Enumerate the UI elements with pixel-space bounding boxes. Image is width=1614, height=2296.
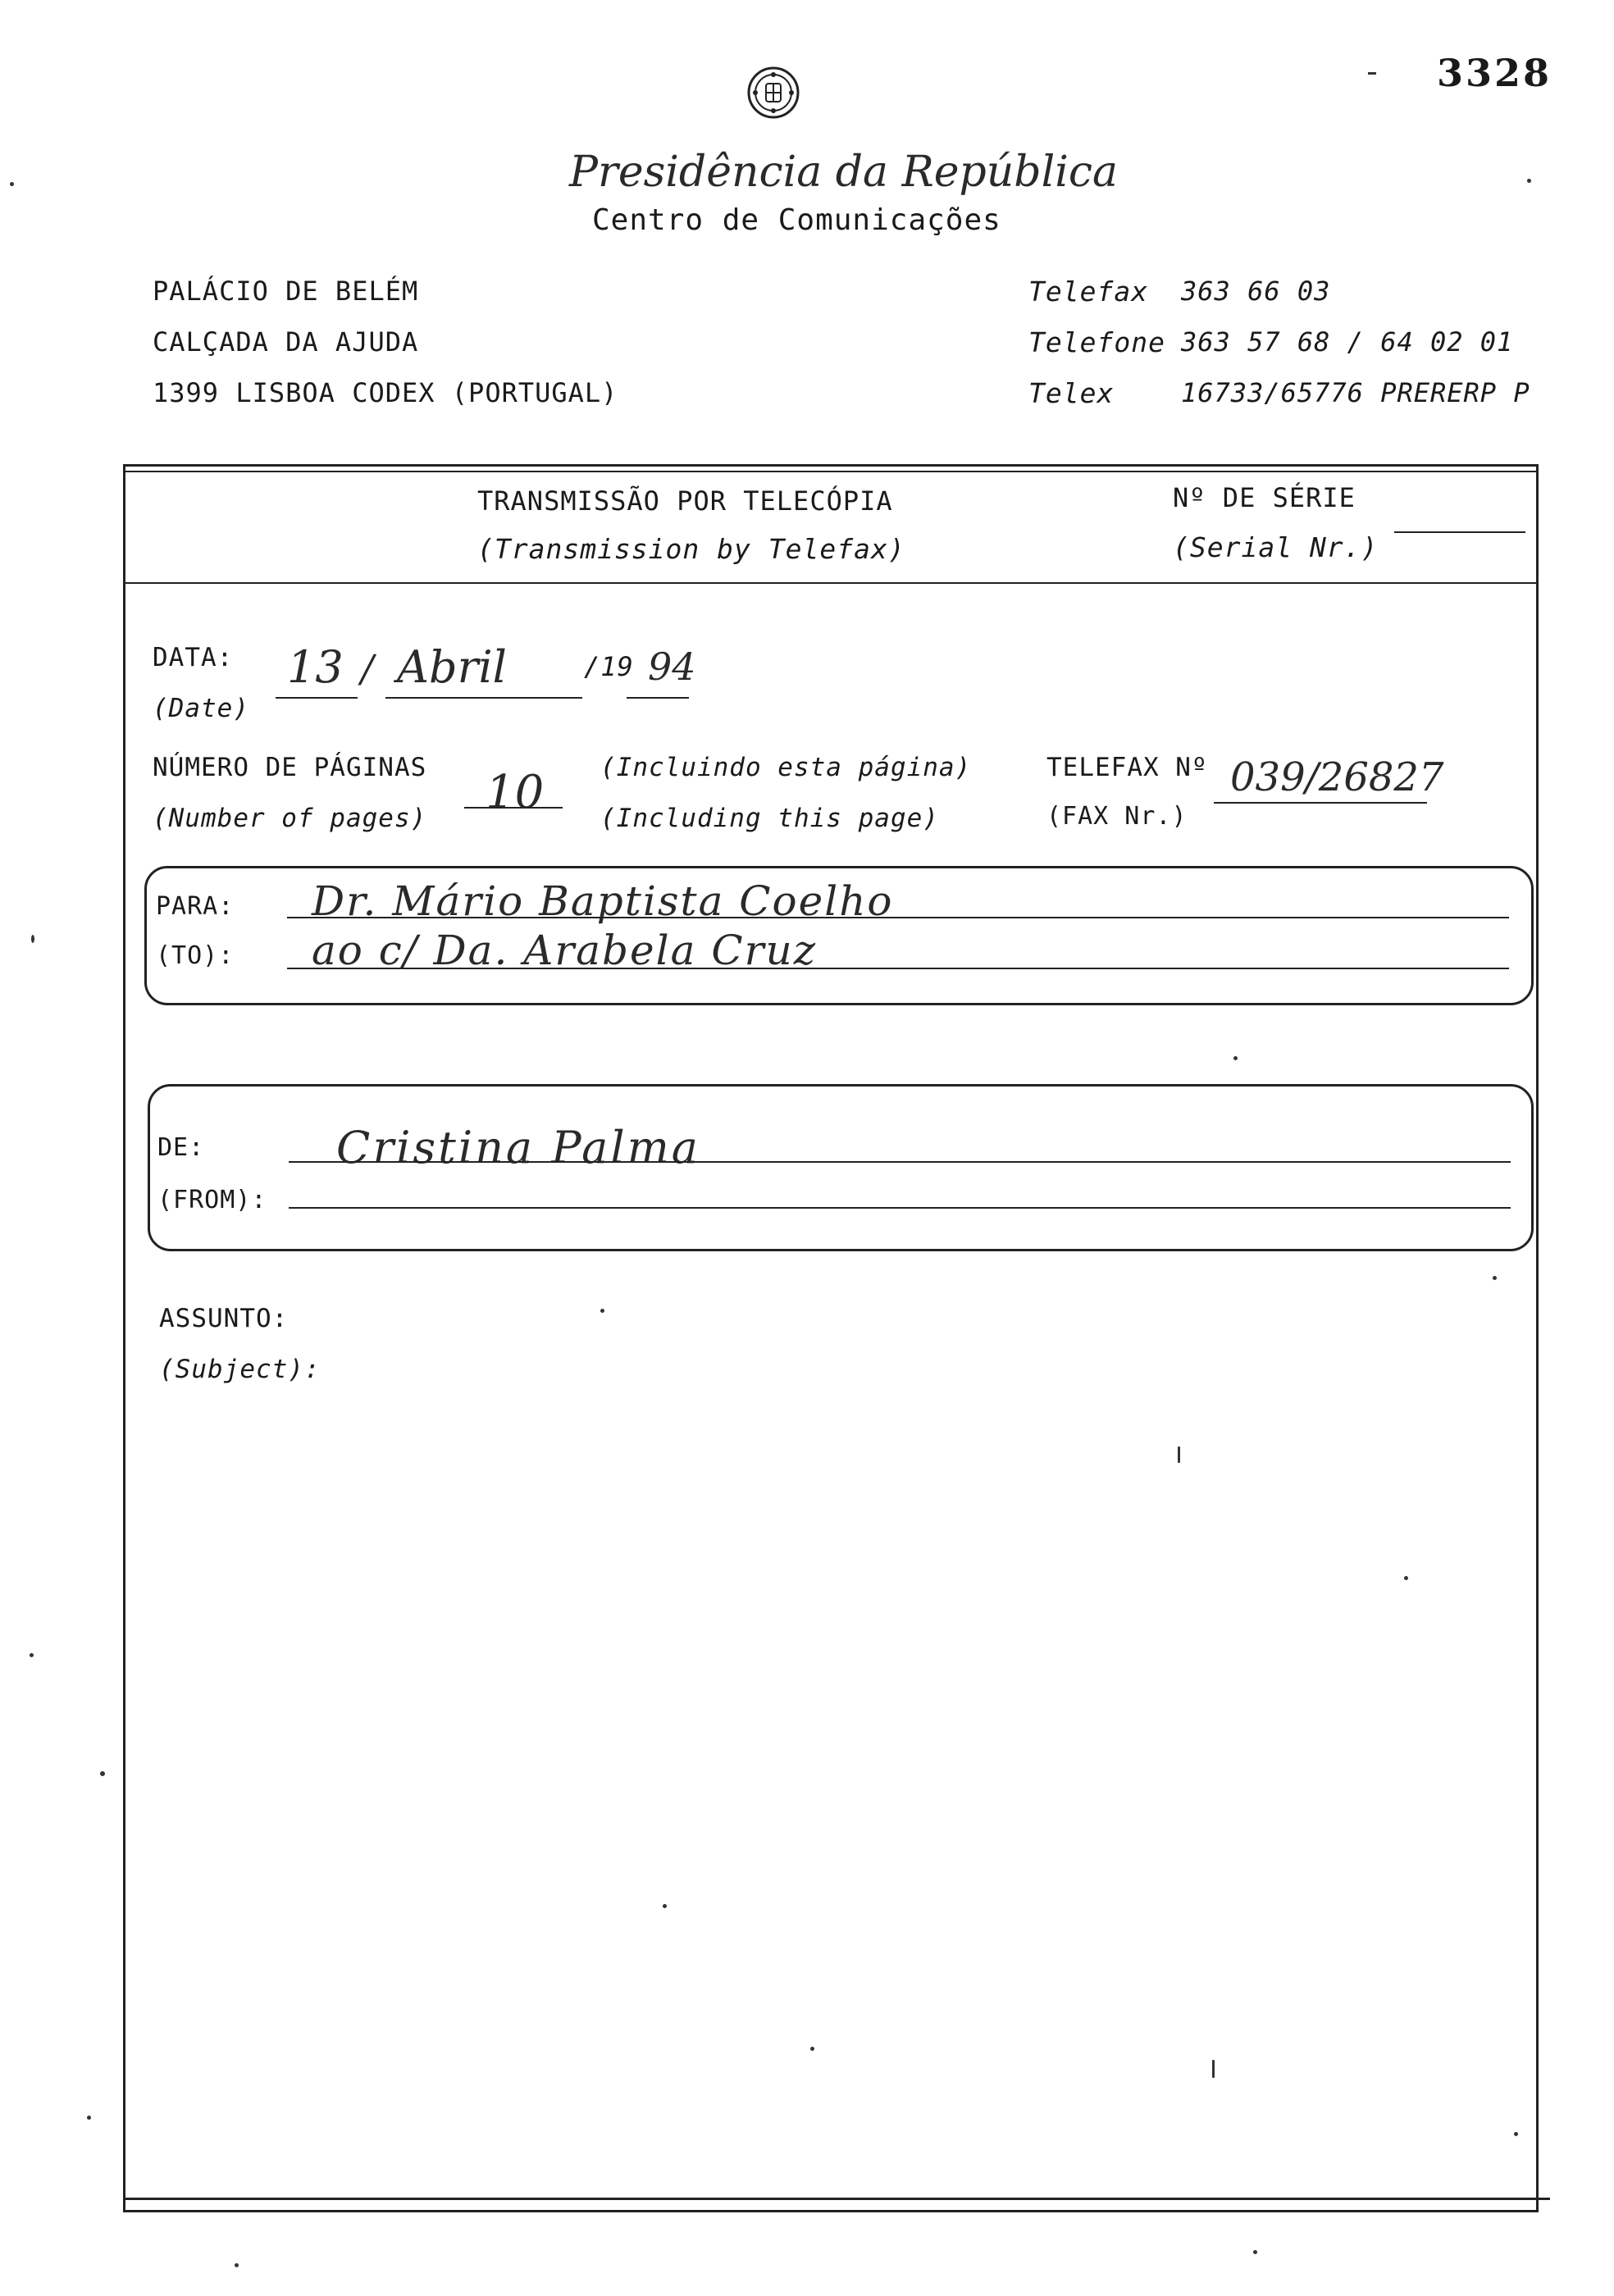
to-line-2-value: ao c/ Da. Arabela Cruz: [312, 927, 818, 974]
telex-value: 16733/65776 PRERERP P: [1181, 377, 1530, 408]
date-month-line: [385, 697, 582, 699]
from-line-2: [289, 1207, 1511, 1209]
including-label-en: (Including this page): [600, 804, 939, 833]
date-year-value: 94: [648, 645, 696, 689]
to-line-1: [287, 917, 1509, 918]
department-name: Centro de Comunicações: [592, 203, 1001, 237]
from-label-en: (FROM):: [157, 1186, 267, 1214]
scan-speck: [810, 2047, 814, 2051]
fax-label-en: (FAX Nr.): [1046, 802, 1188, 831]
telex-label: Telex: [1028, 377, 1115, 409]
date-label: DATA:: [153, 643, 234, 672]
to-line-2: [287, 968, 1509, 969]
serial-line: [1394, 531, 1525, 533]
form-frame-bottom: [123, 2198, 1550, 2200]
scan-speck: [1212, 2060, 1215, 2078]
telefone-label: Telefone: [1028, 326, 1165, 358]
form-header-divider: [123, 582, 1539, 584]
scan-speck: [10, 182, 14, 186]
pages-value: 10: [486, 766, 545, 819]
scan-speck: [1527, 179, 1531, 183]
subject-label: ASSUNTO:: [159, 1304, 289, 1333]
scan-speck: [235, 2263, 239, 2267]
fax-line: [1214, 802, 1427, 804]
form-frame: [123, 464, 1539, 2212]
telefone-value: 363 57 68 / 64 02 01: [1181, 326, 1514, 358]
institution-name: Presidência da República: [569, 148, 1118, 197]
from-label: DE:: [157, 1133, 205, 1162]
telefax-value: 363 66 03: [1181, 276, 1331, 307]
date-slash-1: /: [361, 646, 374, 690]
pages-label: NÚMERO DE PÁGINAS: [153, 753, 427, 782]
form-frame-inner-top: [123, 471, 1539, 472]
serial-label-en: (Serial Nr.): [1173, 531, 1379, 563]
address-line-2: CALÇADA DA AJUDA: [153, 326, 419, 358]
scan-speck: [1514, 2132, 1518, 2136]
scan-speck: [31, 935, 34, 943]
scan-speck: [1178, 1446, 1180, 1463]
fax-value: 039/26827: [1230, 754, 1444, 800]
scan-speck: [30, 1653, 34, 1657]
date-day-value: 13: [287, 641, 344, 693]
scan-speck: [100, 1771, 105, 1776]
date-day-line: [276, 697, 358, 699]
to-label-en: (TO):: [156, 941, 235, 970]
scan-speck: [663, 1904, 667, 1908]
date-year-line: [627, 697, 689, 699]
from-line-1-value: Cristina Palma: [336, 1122, 700, 1173]
coat-of-arms-icon: [745, 64, 802, 121]
serial-label: Nº DE SÉRIE: [1173, 482, 1356, 513]
subject-label-en: (Subject):: [159, 1355, 321, 1384]
scan-speck: [1493, 1276, 1497, 1280]
fax-label: TELEFAX Nº: [1046, 753, 1208, 782]
scan-speck: [1253, 2250, 1257, 2254]
scan-speck: [1404, 1576, 1408, 1580]
scan-speck: [1233, 1056, 1238, 1060]
including-label: (Incluindo esta página): [600, 753, 972, 782]
to-line-1-value: Dr. Mário Baptista Coelho: [312, 877, 894, 925]
pages-line: [464, 807, 563, 809]
date-label-en: (Date): [153, 694, 249, 723]
date-month-value: Abril: [397, 641, 507, 693]
from-line-1: [289, 1161, 1511, 1163]
scan-speck: [87, 2116, 91, 2120]
address-line-3: 1399 LISBOA CODEX (PORTUGAL): [153, 377, 618, 408]
form-title-en: (Transmission by Telefax): [477, 533, 905, 565]
to-label: PARA:: [156, 892, 235, 921]
date-year-prefix: /19: [584, 651, 634, 682]
document-number: 3328: [1437, 51, 1552, 95]
dash-mark: [1368, 72, 1376, 75]
telefax-label: Telefax: [1028, 276, 1149, 308]
scan-speck: [600, 1309, 604, 1313]
form-title: TRANSMISSÃO POR TELECÓPIA: [477, 485, 893, 517]
address-line-1: PALÁCIO DE BELÉM: [153, 276, 419, 307]
pages-label-en: (Number of pages): [153, 804, 427, 833]
